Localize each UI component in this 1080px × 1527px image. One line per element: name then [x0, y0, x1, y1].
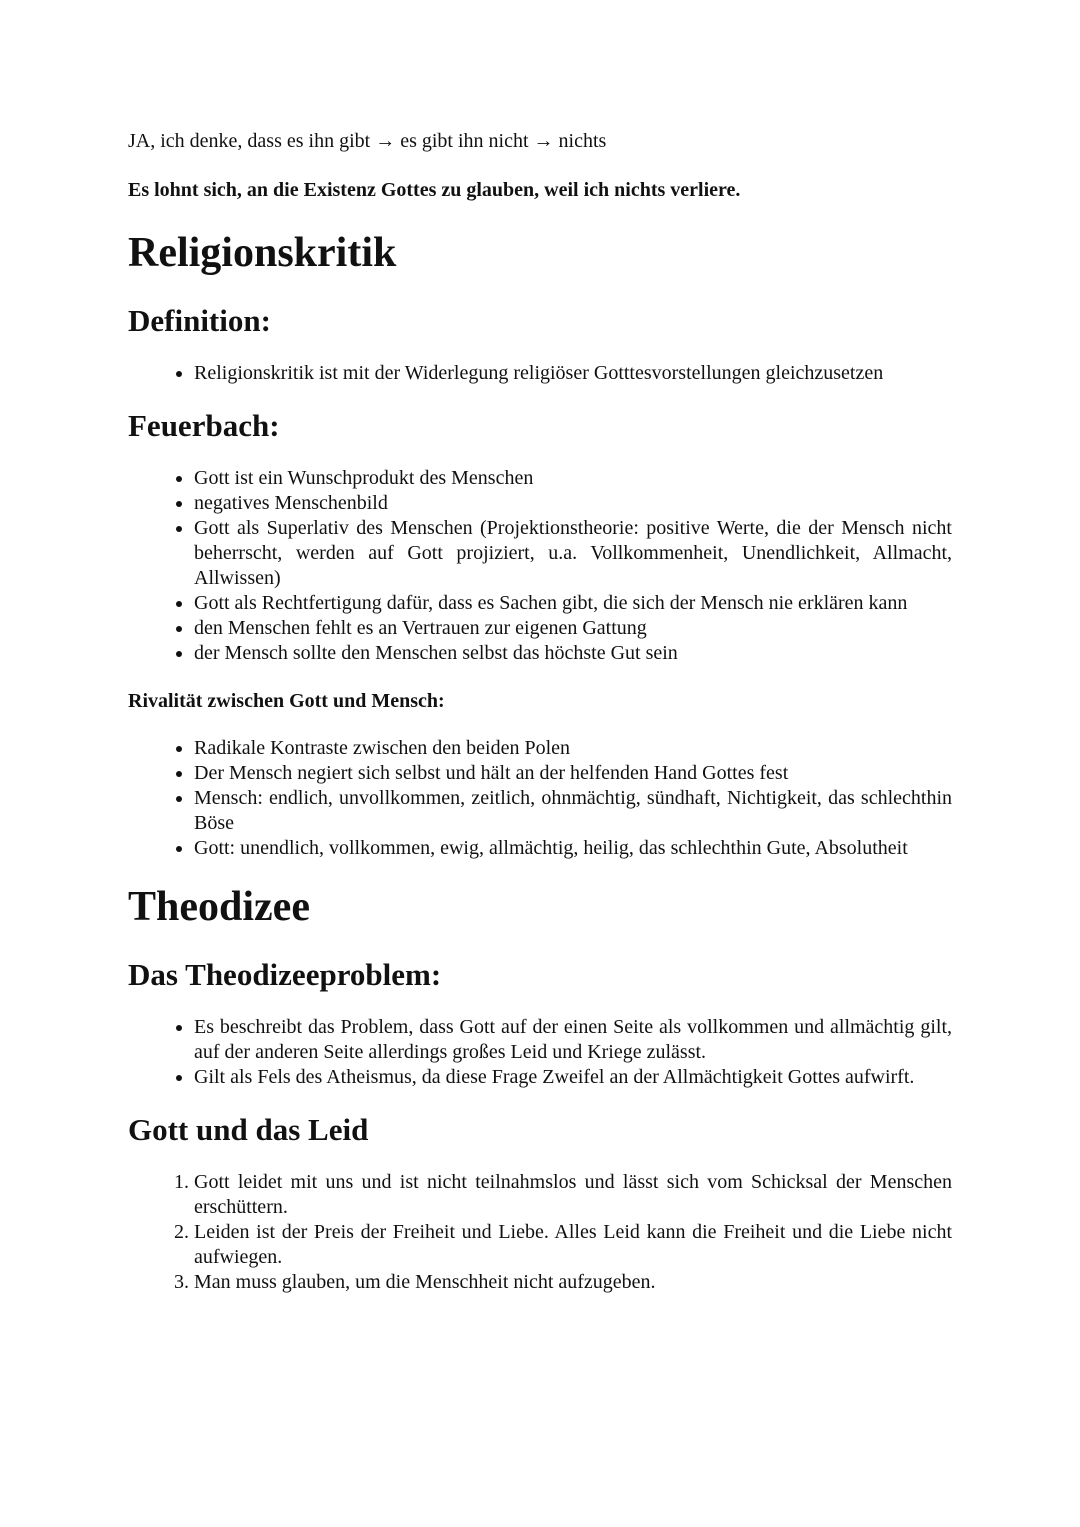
list-item: 3. Man muss glauben, um die Menschheit nicht aufzugeben. — [194, 1270, 952, 1295]
intro-line: JA, ich denke, dass es ihn gibt → es gibt ihn nicht → nichts — [128, 130, 607, 152]
heading-definition: Definition: — [128, 303, 271, 338]
list-item: • Religionskritik ist mit der Widerlegung religiöser Gotttesvorstellungen gleichzusetzen — [194, 361, 952, 386]
list-theodizeeproblem — [128, 1015, 952, 1090]
heading-rivalitaet: Rivalität zwischen Gott und Mensch: — [128, 690, 445, 712]
title-religionskritik: Religionskritik — [128, 230, 397, 276]
list-item: • Mensch: endlich, unvollkommen, zeitlich, ohnmächtig, sündhaft, Nichtigkeit, das schlechthin Böse — [194, 786, 952, 836]
heading-gott-und-leid: Gott und das Leid — [128, 1112, 369, 1147]
intro-conclusion: Es lohnt sich, an die Existenz Gottes zu glauben, weil ich nichts verliere. — [128, 179, 741, 201]
list-item: • Gott als Rechtfertigung dafür, dass es Sachen gibt, die sich der Mensch nie erklären kann — [194, 591, 952, 616]
document-page — [128, 126, 952, 1315]
list-definition — [128, 361, 952, 386]
list-item: • Der Mensch negiert sich selbst und hält an der helfenden Hand Gottes fest — [194, 761, 952, 786]
list-item: • Radikale Kontraste zwischen den beiden Polen — [194, 736, 952, 761]
list-feuerbach — [128, 466, 952, 666]
list-item: • der Mensch sollte den Menschen selbst das höchste Gut sein — [194, 641, 952, 666]
list-item: • negatives Menschenbild — [194, 491, 952, 516]
list-item: • den Menschen fehlt es an Vertrauen zur eigenen Gattung — [194, 616, 952, 641]
list-gott-und-leid — [128, 1170, 952, 1295]
heading-theodizeeproblem: Das Theodizeeproblem: — [128, 957, 442, 992]
heading-feuerbach: Feuerbach: — [128, 408, 280, 443]
list-item: • Es beschreibt das Problem, dass Gott auf der einen Seite als vollkommen und allmächtig gilt, auf der anderen Seite allerdings großes Leid und Kriege zulässt. — [194, 1015, 952, 1065]
list-item: 2. Leiden ist der Preis der Freiheit und Liebe. Alles Leid kann die Freiheit und die Liebe nicht aufwiegen. — [194, 1220, 952, 1270]
list-item: • Gott ist ein Wunschprodukt des Menschen — [194, 466, 952, 491]
list-item: • Gott als Superlativ des Menschen (Projektionstheorie: positive Werte, die der Mensch nicht beherrscht, werden auf Gott projiziert, u.a. Vollkommenheit, Unendlichkeit, Allmacht, Allwissen) — [194, 516, 952, 591]
title-theodizee: Theodizee — [128, 884, 310, 930]
list-item: • Gilt als Fels des Atheismus, da diese Frage Zweifel an der Allmächtigkeit Gottes aufwirft. — [194, 1065, 952, 1090]
list-rivalitaet — [128, 736, 952, 861]
list-item: 1. Gott leidet mit uns und ist nicht teilnahmslos und lässt sich vom Schicksal der Menschen erschüttern. — [194, 1170, 952, 1220]
list-item: • Gott: unendlich, vollkommen, ewig, allmächtig, heilig, das schlechthin Gute, Absolutheit — [194, 836, 952, 861]
